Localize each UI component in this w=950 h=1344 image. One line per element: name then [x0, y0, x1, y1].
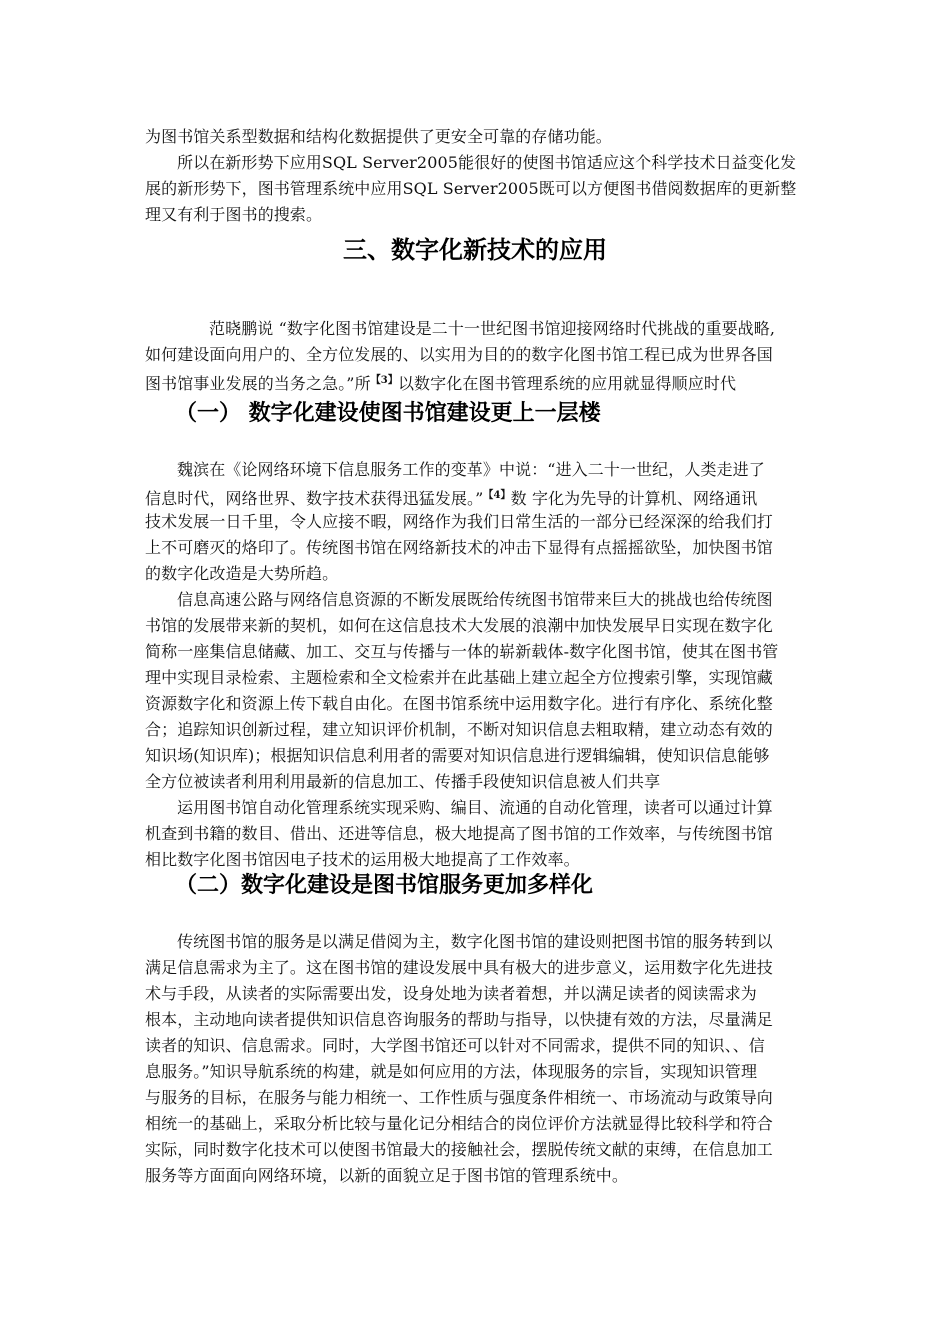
paragraph-info-line-6: 合；追踪知识创新过程，建立知识评价机制，不断对知识信息去粗取精，建立动态有效的: [145, 720, 773, 739]
paragraph-info-line-7: 知识场(知识库)；根据知识信息利用者的需要对知识信息进行逻辑编辑，使知识信息能够: [145, 746, 770, 765]
paragraph-service-line-4: 根本，主动地向读者提供知识信息咨询服务的帮助与指导，以快捷有效的方法，尽量满足: [145, 1010, 773, 1029]
paragraph-wei-line-5: 的数字化改造是大势所趋。: [145, 564, 339, 583]
paragraph-info-line-4: 理中实现目录检索、主题检索和全文检索并在此基础上建立起全方位搜索引擎，实现馆藏: [145, 668, 773, 687]
section-heading-3: 三、数字化新技术的应用: [343, 236, 607, 264]
paragraph-sql-line-2: 展的新形势下，图书管理系统中应用SQL Server2005既可以方便图书借阅数据库的更新整: [145, 179, 797, 198]
subsection-heading-1: （一） 数字化建设使图书馆建设更上一层楼: [175, 401, 601, 426]
paragraph-info-line-5: 资源数字化和资源上传下载自由化。在图书馆系统中运用数字化。进行有序化、系统化整: [145, 694, 773, 713]
paragraph-service-line-7: 与服务的目标，在服务与能力相统一、工作性质与强度条件相统一、市场流动与政策导向: [145, 1088, 773, 1107]
citation-ref-3: 【3】: [370, 375, 398, 386]
paragraph-wei-line-3: 技术发展一日千里，令人应接不暇，网络作为我们日常生活的一部分已经深深的给我们打: [145, 512, 773, 531]
paragraph-auto-line-2: 机查到书籍的数目、借出、还进等信息，极大地提高了图书馆的工作效率，与传统图书馆: [145, 824, 773, 843]
paragraph-service-line-2: 满足信息需求为主了。这在图书馆的建设发展中具有极大的进步意义，运用数字化先进技: [145, 958, 773, 977]
paragraph-wei-line-4: 上不可磨灭的烙印了。传统图书馆在网络新技术的冲击下显得有点摇摇欲坠，加快图书馆: [145, 538, 773, 557]
paragraph-info-line-1: 信息高速公路与网络信息资源的不断发展既给传统图书馆带来巨大的挑战也给传统图: [177, 590, 773, 609]
paragraph-fan-line-3-text-a: 图书馆事业发展的当务之急。”所: [145, 374, 371, 393]
subsection-heading-2: （二）数字化建设是图书馆服务更加多样化: [175, 873, 594, 898]
paragraph-info-line-3: 简称一座集信息储藏、加工、交互与传播与一体的崭新载体-数字化图书馆，使其在图书管: [145, 642, 779, 661]
paragraph-service-line-6: 息服务。”知识导航系统的构建，就是如何应用的方法，体现服务的宗旨，实现知识管理: [145, 1062, 758, 1081]
paragraph-intro-line-1: 为图书馆关系型数据和结构化数据提供了更安全可靠的存储功能。: [145, 127, 612, 146]
paragraph-wei-line-2: [145, 483, 813, 512]
paragraph-info-line-2: 书馆的发展带来新的契机，如何在这信息技术大发展的浪潮中加快发展早日实现在数字化: [145, 616, 773, 635]
paragraph-service-line-5: 读者的知识、信息需求。同时，大学图书馆还可以针对不同需求，提供不同的知识、、信: [145, 1036, 765, 1055]
paragraph-service-line-10: 服务等方面面向网络环境，以新的面貌立足于图书馆的管理系统中。: [145, 1166, 629, 1185]
paragraph-wei-line-1: 魏滨在《论网络环境下信息服务工作的变革》中说：“进入二十一世纪，人类走进了: [177, 460, 765, 479]
paragraph-auto-line-3: 相比数字化图书馆因电子技术的运用极大地提高了工作效率。: [145, 850, 580, 869]
paragraph-wei-line-2-text-a: 信息时代，网络世界、数字技术获得迅猛发展。”: [145, 489, 484, 508]
paragraph-service-line-8: 相统一的基础上，采取分析比较与量化记分相结合的岗位评价方法就显得比较科学和符合: [145, 1114, 773, 1133]
paragraph-service-line-1: 传统图书馆的服务是以满足借阅为主，数字化图书馆的建设则把图书馆的服务转到以: [177, 932, 773, 951]
paragraph-service-line-3: 术与手段，从读者的实际需要出发，设身处地为读者着想，并以满足读者的阅读需求为: [145, 984, 757, 1003]
paragraph-info-line-8: 全方位被读者利用利用最新的信息加工、传播手段使知识信息被人们共享: [145, 772, 661, 791]
paragraph-wei-line-2-text-b: 数 字化为先导的计算机、网络通讯: [510, 489, 758, 508]
paragraph-fan-line-3-text-b: 以数字化在图书管理系统的应用就显得顺应时代: [397, 374, 737, 393]
paragraph-fan-line-1: 范晓鹏说 “数字化图书馆建设是二十一世纪图书馆迎接网络时代挑战的重要战略,: [209, 319, 776, 338]
paragraph-service-line-9: 实际，同时数字化技术可以使图书馆最大的接触社会，摆脱传统文献的束缚，在信息加工: [145, 1140, 773, 1159]
paragraph-fan-line-2: 如何建设面向用户的、全方位发展的、以实用为目的的数字化图书馆工程已成为世界各国: [145, 345, 773, 364]
paragraph-auto-line-1: 运用图书馆自动化管理系统实现采购、编目、流通的自动化管理，读者可以通过计算: [177, 798, 773, 817]
citation-ref-4: 【4】: [483, 490, 511, 501]
paragraph-sql-line-3: 理又有利于图书的搜索。: [145, 205, 323, 224]
paragraph-sql-line-1: 所以在新形势下应用SQL Server2005能很好的使图书馆适应这个科学技术日益变化发: [177, 153, 797, 172]
paragraph-fan-line-3: [145, 368, 813, 397]
